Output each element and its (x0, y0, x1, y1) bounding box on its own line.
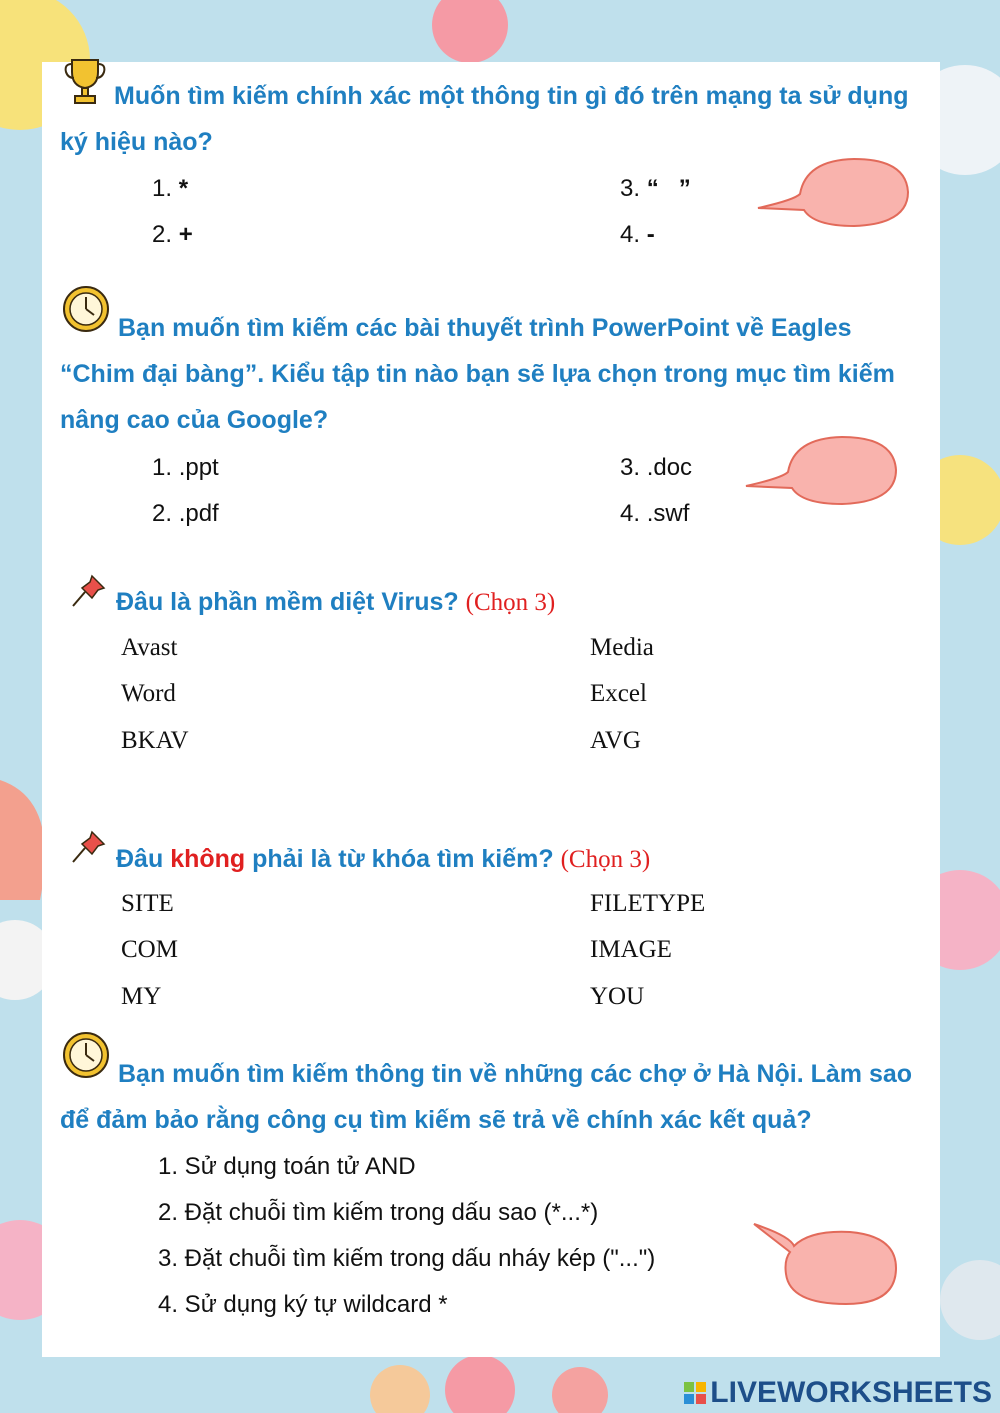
question-5-title: Bạn muốn tìm kiếm thông tin về những các chợ ở Hà Nội. Làm sao để đảm bảo rằng công cụ tìm kiếm sẽ trả về chính xác kết quả? (60, 1060, 913, 1134)
q2-option-2[interactable]: 2. .pdf (152, 500, 219, 527)
choose-note: (Chọn 3) (560, 846, 651, 873)
q1-option-1[interactable]: 1. * (152, 175, 189, 202)
q3-option-media[interactable]: Media (590, 634, 654, 661)
choose-note: (Chọn 3) (465, 589, 556, 616)
q5-option-1[interactable]: 1. Sử dụng toán tử AND (158, 1153, 416, 1180)
q4-option-site[interactable]: SITE (121, 890, 174, 917)
q1-option-4[interactable]: 4. - (620, 221, 655, 248)
q5-option-2[interactable]: 2. Đặt chuỗi tìm kiếm trong dấu sao (*...*) (158, 1199, 599, 1226)
q3-option-excel[interactable]: Excel (590, 680, 647, 707)
question-1-title: Muốn tìm kiếm chính xác một thông tin gì đó trên mạng ta sử dụng ký hiệu nào? (60, 82, 909, 156)
answer-bubble-1[interactable] (754, 154, 914, 234)
pushpin-icon (70, 570, 110, 610)
q3-option-avast[interactable]: Avast (121, 634, 178, 661)
q4-option-you[interactable]: YOU (590, 983, 645, 1010)
answer-bubble-3[interactable] (750, 1220, 900, 1310)
q2-option-3[interactable]: 3. .doc (620, 454, 693, 481)
answer-bubble-2[interactable] (742, 432, 902, 512)
q1-option-2[interactable]: 2. + (152, 221, 193, 248)
q5-option-4[interactable]: 4. Sử dụng ký tự wildcard * (158, 1291, 448, 1318)
q3-option-bkav[interactable]: BKAV (121, 727, 189, 754)
question-2-title: Bạn muốn tìm kiếm các bài thuyết trình PowerPoint về Eagles “Chim đại bàng”. Kiểu tập tin nào bạn sẽ lựa chọn trong mục tìm kiếm nâng cao của Google? (60, 314, 895, 434)
q2-option-4[interactable]: 4. .swf (620, 500, 690, 527)
liveworksheets-brand[interactable] (684, 1376, 992, 1410)
q1-option-3[interactable]: 3. “ ” (620, 175, 691, 202)
q5-option-3[interactable]: 3. Đặt chuỗi tìm kiếm trong dấu nháy kép ("...") (158, 1245, 656, 1272)
q4-option-image[interactable]: IMAGE (590, 936, 672, 963)
liveworksheets-logo-icon (684, 1382, 706, 1404)
q3-option-word[interactable]: Word (121, 680, 176, 707)
q2-option-1[interactable]: 1. .ppt (152, 454, 219, 481)
question-3-title: Đâu là phần mềm diệt Virus? (Chọn 3) (116, 588, 556, 616)
q4-option-com[interactable]: COM (121, 936, 178, 963)
question-4-title: Đâu không phải là từ khóa tìm kiếm? (Chọn 3) (116, 845, 651, 873)
pushpin-icon (70, 826, 110, 866)
q4-option-filetype[interactable]: FILETYPE (590, 890, 706, 917)
brand-text: LIVEWORKSHEETS (710, 1376, 992, 1409)
q3-option-avg[interactable]: AVG (590, 727, 641, 754)
q4-option-my[interactable]: MY (121, 983, 162, 1010)
